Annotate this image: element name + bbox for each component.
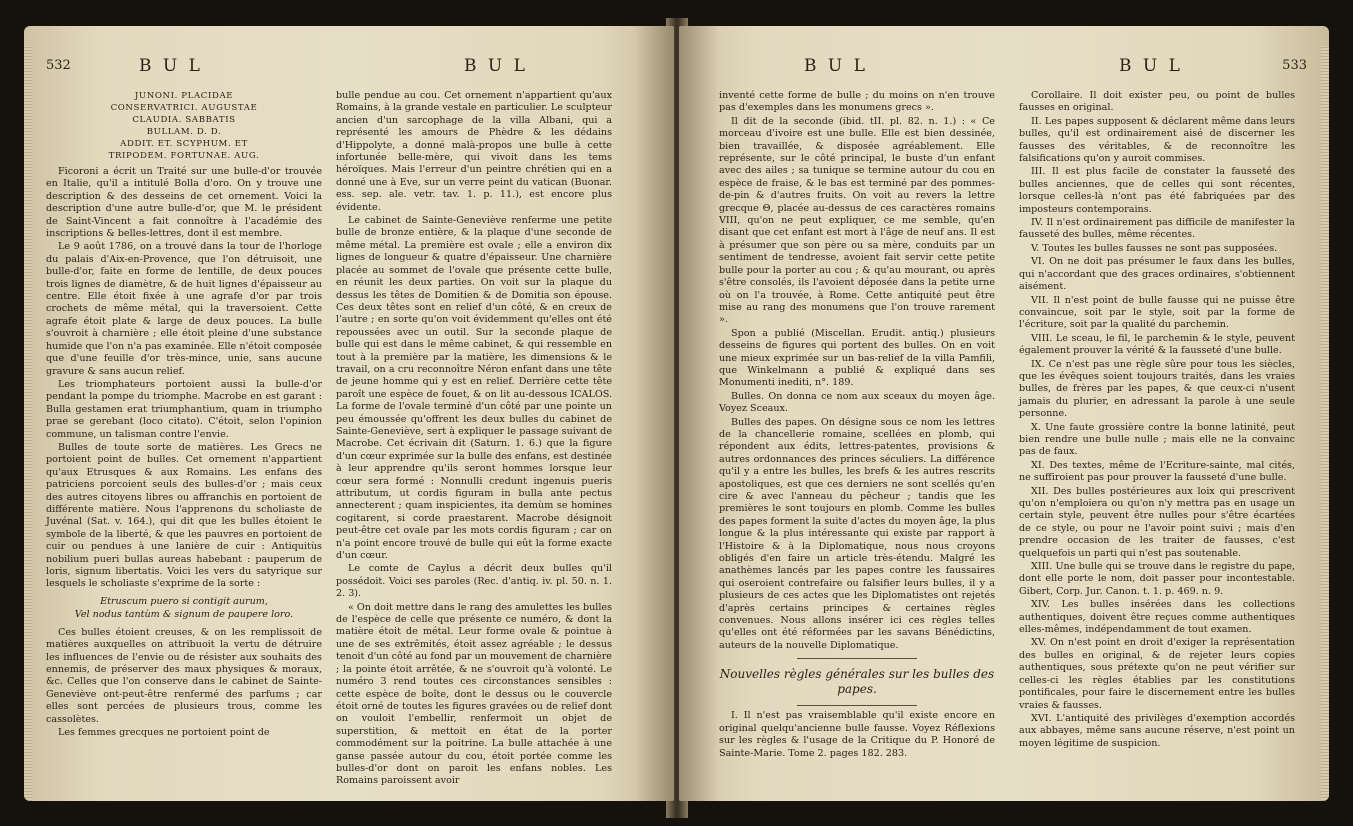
paragraph: XV. On n'est point en droit d'exiger la représentation des bulles en original, & de rejeter leurs copies authentiques, sous prétexte qu'on ne peut vérifier sur celles-ci les règles établies par les constitutions pontificales, pour faire le discernement entre les bulles vraies & fausses. [1019, 637, 1295, 711]
left-column-2 [336, 90, 612, 789]
paragraph: X. Une faute grossière contre la bonne latinité, peut bien rendre une bulle nulle ; mais elle ne la convainc pas de faux. [1019, 421, 1295, 458]
page-shadow [679, 26, 719, 801]
inscription-line: TRIPODEM. FORTUNAE. AUG. [108, 151, 260, 161]
page-edge [1321, 46, 1329, 801]
right-column-2 [1019, 90, 1295, 751]
verse-line: Vel nodus tantùm & signum de paupere loro. [74, 608, 294, 620]
paragraph: XVI. L'antiquité des privilèges d'exemption accordés aux abbayes, même sans aucune réserve, n'est point un moyen légitime de suspicion. [1019, 712, 1295, 749]
running-head-left: B U L [804, 56, 868, 76]
paragraph: Le comte de Caylus a décrit deux bulles qu'il possédoit. Voici ses paroles (Rec. d'antiq. iv. pl. 50. n. 1. 2. 3). [336, 563, 612, 600]
paragraph: XIII. Une bulle qui se trouve dans le registre du pape, dont elle porte le nom, doit passer pour incontestable. Gibert, Corp. Jur. Canon. t. 1. p. 469. n. 9. [1019, 561, 1295, 597]
page-shadow [634, 26, 674, 801]
running-head-right: B U L [1119, 56, 1183, 76]
paragraph: III. Il est plus facile de constater la fausseté des bulles anciennes, que de celles qui sont récentes, lorsque celles-là n'ont pas été fabriquées par des imposteurs contemporains. [1019, 166, 1295, 215]
paragraph: XIV. Les bulles insérées dans les collections authentiques, doivent être reçues comme authentiques elles-mêmes, indépendamment de tout examen. [1019, 599, 1295, 636]
open-book [14, 18, 1339, 818]
running-head [679, 56, 1329, 84]
paragraph: Bulles de toute sorte de matières. Les Grecs ne portoient point de bulles. Cet ornement n'appartient qu'aux Etrusques & aux Romains. Les enfans des patriciens porcoient seuls des bulles-d'or ; mais ceux des autres citoyens libres ou affranchis en portoient de différente matière. Nous l'apprenons du scholiaste de Juvénal (Sat. v. 164.), qui dit que les bulles étoient le symbole de la liberté, & que les pauvres en portoient de cuir ou pendues à une lanière de cuir : Antiquitùs nobilium pueri bullas aureas habebant : pauperum de loris, signum libertatis. Voici les vers du satyrique sur lesquels le scholiaste s'exprime de la sorte : [46, 441, 322, 590]
section-title: Nouvelles règles générales sur les bulles des papes. [719, 667, 995, 697]
paragraph: IV. Il n'est ordinairement pas difficile de manifester la fausseté des bulles, même récentes. [1019, 217, 1295, 241]
paragraph: Ficoroni a écrit un Traité sur une bulle-d'or trouvée en Italie, qu'il a intitulé Bolla d'oro. On y trouve une description & des desseins de cet ornement. Voici la description d'une autre bulle-d'or, que M. le président de Saint-Vincent a fait connoître à l'académie des inscriptions & belles-lettres, dont il est membre. [46, 166, 322, 240]
paragraph: IX. Ce n'est pas une règle sûre pour tous les siècles, que les évêques soient toujours traités, dans les vraies bulles, de frères par les papes, & que ceux-ci n'usent jamais du plurier, en adressant la parole à une seule personne. [1019, 358, 1295, 420]
section-rule [797, 658, 917, 659]
running-head-left: B U L [139, 56, 203, 76]
paragraph: V. Toutes les bulles fausses ne sont pas supposées. [1031, 242, 1278, 254]
inscription [46, 90, 322, 162]
paragraph: inventé cette forme de bulle ; du moins on n'en trouve pas d'exemples dans les monumens grecs ». [719, 90, 995, 114]
paragraph: Il dit de la seconde (ibid. tII. pl. 82. n. 1.) : « Ce morceau d'ivoire est une bulle. Elle est bien dessinée, bien travaillée, & disposée agréablement. Elle représente, sur le côté principal, le buste d'un enfant avec des ailes ; sa tunique se termine autour du cou en espèce de fraise, & le bas est terminé par des pommes-de-pin & d'autres fruits. On voit au revers la lettre grecque Θ, placée au-dessus de ces caractères romains VIII, qu'on ne peut expliquer, ce me semble, qu'en disant que cet enfant est mort à l'âge de neuf ans. Il est à présumer que son père ou sa mère, conduits par un sentiment de tendresse, avoient fait servir cette petite bulle pour la porter au cou ; & qu'au mourant, ou après s'être consolés, ils l'avoient déposée dans la petite urne où on l'a trouvée, à Rome. Cette antiquité peut être mise au rang des monumens que l'on trouve rarement ». [719, 115, 995, 326]
right-page [679, 26, 1329, 801]
paragraph: Bulles des papes. On désigne sous ce nom les lettres de la chancellerie romaine, scellées en plomb, qui répondent aux édits, lettres-patentes, provisions & autres ordonnances des princes séculiers. La différence qu'il y a entre les bulles, les brefs & les autres rescrits apostoliques, est que ces derniers ne sont scellés qu'en cire & avec l'anneau du pêcheur ; tandis que les premières le sont toujours en plomb. Comme les bulles des papes forment la suite d'actes du moyen âge, la plus longue & la plus intéressante qui existe par rapport à l'Histoire & à la Diplomatique, nous nous croyons obligés d'en faire un article très-étendu. Malgré les anathèmes lancés par les papes contre les faussaires qui oseroient contrefaire ou falsifier leurs bulles, il y a plusieurs de ces actes que les Diplomatistes ont rejetés d'après certains principes & certaines règles convenues. Nous allons insérer ici ces règles telles qu'elles ont été réformées par les savans Bénédictins, auteurs de la nouvelle Diplomatique. [719, 416, 995, 651]
paragraph: VI. On ne doit pas présumer le faux dans les bulles, qui n'accordant que des graces ordinaires, s'obtiennent aisément. [1019, 256, 1295, 293]
paragraph: Les femmes grecques ne portoient point de [58, 727, 270, 739]
paragraph: I. Il n'est pas vraisemblable qu'il existe encore en original quelqu'ancienne bulle fausse. Voyez Réflexions sur les règles & l'usage de la Critique du P. Honoré de Sainte-Marie. Tome 2. pages 182. 283. [719, 710, 995, 759]
running-head [24, 56, 674, 84]
inscription-line: CLAUDIA. SABBATIS [132, 115, 236, 125]
paragraph: « On doit mettre dans le rang des amulettes les bulles de l'espèce de celle que présente ce numéro, & dont la matière étoit de métal. Leur forme ovale & pointue à une de ses extrêmités, étoit assez agréable ; le dessus tenoit d'un côté au fond par un mouvement de charnière ; la pointe étoit arrêtée, & ne s'ouvroit qu'à volonté. Le numéro 3 rend toutes ces circonstances sensibles : cette espèce de boîte, dont le dessus ou le couvercle étoit orné de toutes les figures gravées ou de relief dont on vouloit l'embellir, renfermoit un objet de superstition, & mettoit en état de la porter commodément sur la poitrine. La bulle attachée à une ganse passée autour du cou, étoit portée comme les bulles-d'or dont on paroit les enfans nobles. Les Romains paroissent avoir [336, 601, 612, 787]
inscription-line: JUNONI. PLACIDAE [134, 91, 234, 101]
running-head-right: B U L [464, 56, 528, 76]
paragraph: II. Les papes supposent & déclarent même dans leurs bulles, qu'il est ordinairement aisé de discerner les fausses des véritables, & de reconnoître les falsifications qu'on y auroit commises. [1019, 115, 1295, 165]
inscription-line: BULLAM. D. D. [146, 127, 222, 137]
paragraph: Corollaire. Il doit exister peu, ou point de bulles fausses en original. [1019, 90, 1295, 114]
inscription-line: ADDIT. ET. SCYPHUM. ET [120, 139, 248, 149]
left-column-1 [46, 90, 322, 740]
verse-quote [46, 595, 322, 621]
paragraph: VII. Il n'est point de bulle fausse qui ne puisse être convaincue, soit par le style, soit par la forme de l'écriture, soit par la qualité du parchemin. [1019, 294, 1295, 331]
paragraph: XI. Des textes, même de l'Ecriture-sainte, mal cités, ne suffiroient pas pour prouver la fausseté d'une bulle. [1019, 459, 1295, 484]
inscription-line: CONSERVATRICI. AUGUSTAE [110, 103, 258, 113]
page-edge [24, 46, 32, 801]
paragraph: XII. Des bulles postérieures aux loix qui prescrivent qu'on n'emploiera ou qu'on n'y mettra pas en usage un certain style, peuvent être nulles pour s'être écartées de ce style, ou pour ne l'avoir point suivi ; mais d'en prendre occasion de les traiter de fausses, c'est quelquefois un parti qui n'est pas soutenable. [1019, 485, 1295, 559]
page-number: 533 [1282, 58, 1307, 73]
paragraph: Le cabinet de Sainte-Geneviève renferme une petite bulle de bronze entière, & la plaque d'une seconde de même métal. La première est ovale ; elle a environ dix lignes de longueur & quatre d'épaisseur. Une charnière placée au sommet de l'ovale que présente cette bulle, en réunit les deux parties. On voit sur la plaque du dessus les têtes de Domitien & de Domitia son épouse. Ces deux têtes sont en relief d'un côté, & en creux de l'autre ; en sorte qu'on voit évidemment qu'elles ont été repoussées avec un outil. Sur la seconde plaque de bulle qui est dans le même cabinet, & qui ressemble en tout à la première par la matière, les dimensions & le travail, on a cru reconnoître Néron enfant dans une tête de jeune homme qui y est en relief. Derrière cette tête paroît une espèce de fouet, & on lit au-dessous ICALOS. La forme de l'ovale terminé d'un côté par une pointe un peu émoussée qu'offrent les deux bulles du cabinet de Sainte-Geneviève, sert à expliquer le passage suivant de Macrobe. Cet écrivain dit (Saturn. 1. 6.) que la figure d'un cœur exprimée sur la bulle des enfans, est destinée à leur apprendre qu'ils seront hommes lorsque leur cœur sera formé : Nonnulli credunt ingenuis pueris attributum, ut cordis figuram in bulla ante pectus annecterent ; quam inspicientes, ita demùm se homines cogitarent, si corde praestarent. Macrobe désignoit peut-être cet ovale par les mots cordis figuram ; car on n'a point encore trouvé de bulle qui eût la forme exacte d'un cœur. [336, 215, 612, 562]
verse-line: Etruscum puero si contigit aurum, [100, 595, 268, 607]
paragraph: VIII. Le sceau, le fil, le parchemin & le style, peuvent également prouver la vérité & la fausseté d'une bulle. [1019, 332, 1295, 357]
paragraph: Spon a publié (Miscellan. Erudit. antiq.) plusieurs desseins de figures qui portent des bulles. On en voit une mieux exprimée sur un bas-relief de la villa Pamfili, que Winkelmann a publié & expliqué dans ses Monumenti inediti, n°. 189. [719, 327, 995, 389]
paragraph: Ces bulles étoient creuses, & on les remplissoit de matières auxquelles on attribuoit la vertu de détruire les influences de l'envie ou de résister aux souhaits des ennemis, de préserver des maux physiques & moraux, &c. Celles que l'on conserve dans le cabinet de Sainte-Geneviève ont-peut-être renfermé des parfums ; car elles sont percées de plusieurs trous, comme les cassolètes. [46, 626, 322, 725]
paragraph: Les triomphateurs portoient aussi la bulle-d'or pendant la pompe du triomphe. Macrobe en est garant : Bulla gestamen erat triumphantium, quam in triumpho prae se gerebant (loco citato). C'étoit, selon l'opinion commune, un talisman contre l'envie. [46, 378, 322, 440]
paragraph: Le 9 août 1786, on a trouvé dans la tour de l'horloge du palais d'Aix-en-Provence, que l'on détruisoit, une bulle-d'or, faite en forme de lentille, de deux pouces trois lignes de diamètre, & de huit lignes d'épaisseur au centre. Elle étoit fixée à une agrafe d'or par trois crochets de même métal, qui la traversoient. Cette agrafe étoit plate & large de deux pouces. La bulle s'ouvroit à charnière ; elle étoit pleine d'une substance humide que l'on n'a pas examinée. Elle n'étoit composée que d'une feuille d'or très-mince, unie, sans aucune gravure & sans aucun relief. [46, 241, 322, 377]
left-page [24, 26, 674, 801]
page-number: 532 [46, 58, 71, 73]
paragraph: bulle pendue au cou. Cet ornement n'appartient qu'aux Romains, à la grande vestale en particulier. Le sculpteur ancien d'un sarcophage de la villa Albani, qui a représenté les amours de Phèdre & les dédains d'Hippolyte, a donné malà-propos une bulle à cette infortunée belle-mère, qui vivoit dans les tems héroïques. Mais l'erreur d'un peintre chrétien qui en a donné une à Eve, sur un verre peint du vatican (Buonar. ess. sep. ale. vetr. tav. 1. p. 11.), est encore plus évidente. [336, 90, 612, 213]
paragraph: Bulles. On donna ce nom aux sceaux du moyen âge. Voyez Sceaux. [719, 390, 995, 415]
right-column-1 [719, 90, 995, 761]
section-rule [797, 705, 917, 706]
